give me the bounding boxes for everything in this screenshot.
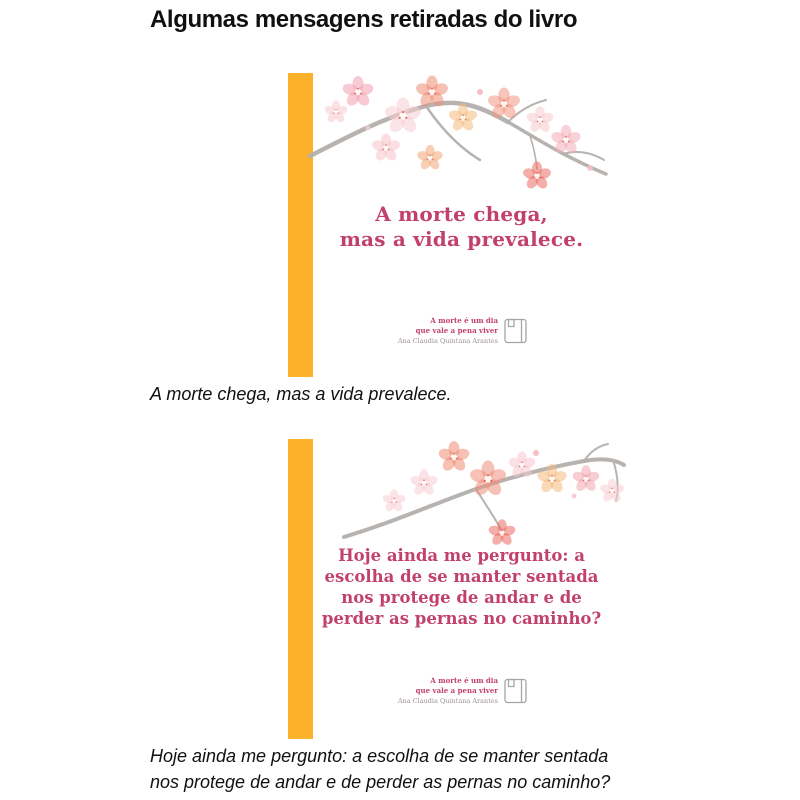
book-title-line: A morte é um dia bbox=[430, 676, 498, 685]
quote-line: A morte chega, bbox=[375, 202, 548, 226]
book-title-line: A morte é um dia bbox=[430, 316, 498, 325]
quote-text bbox=[313, 545, 610, 629]
image-caption-2 bbox=[150, 743, 610, 795]
caption-line: Hoje ainda me pergunto: a escolha de se manter sentada bbox=[150, 746, 609, 766]
book-icon bbox=[503, 316, 529, 346]
caption-line: A morte chega, mas a vida prevalece. bbox=[150, 384, 452, 404]
accent-bar bbox=[288, 439, 313, 739]
book-title-line: que vale a pena viver bbox=[415, 686, 498, 695]
section-title: Algumas mensagens retiradas do livro bbox=[150, 6, 578, 33]
quote-card-1 bbox=[288, 73, 610, 377]
quote-line: mas a vida prevalece. bbox=[339, 226, 584, 251]
quote-line: Hoje ainda me pergunto: a bbox=[338, 546, 585, 565]
quote-line: nos protege de andar e de bbox=[341, 588, 582, 607]
book-logo bbox=[388, 676, 529, 706]
quote-card-2 bbox=[288, 439, 610, 739]
quote-line: escolha de se manter sentada bbox=[324, 567, 599, 586]
book-title-line: que vale a pena viver bbox=[415, 326, 498, 335]
book-logo bbox=[388, 316, 529, 346]
cherry-blossom-branch-illustration bbox=[308, 76, 613, 204]
book-author: Ana Claudia Quintana Arantes bbox=[397, 697, 498, 705]
quote-text bbox=[313, 202, 610, 251]
image-caption-1 bbox=[150, 381, 451, 407]
quote-line: perder as pernas no caminho? bbox=[321, 609, 602, 628]
book-icon bbox=[503, 676, 529, 706]
caption-line: nos protege de andar e de perder as pernas no caminho? bbox=[150, 772, 611, 792]
book-author: Ana Claudia Quintana Arantes bbox=[397, 337, 498, 345]
cherry-blossom-branch-illustration bbox=[336, 441, 626, 544]
